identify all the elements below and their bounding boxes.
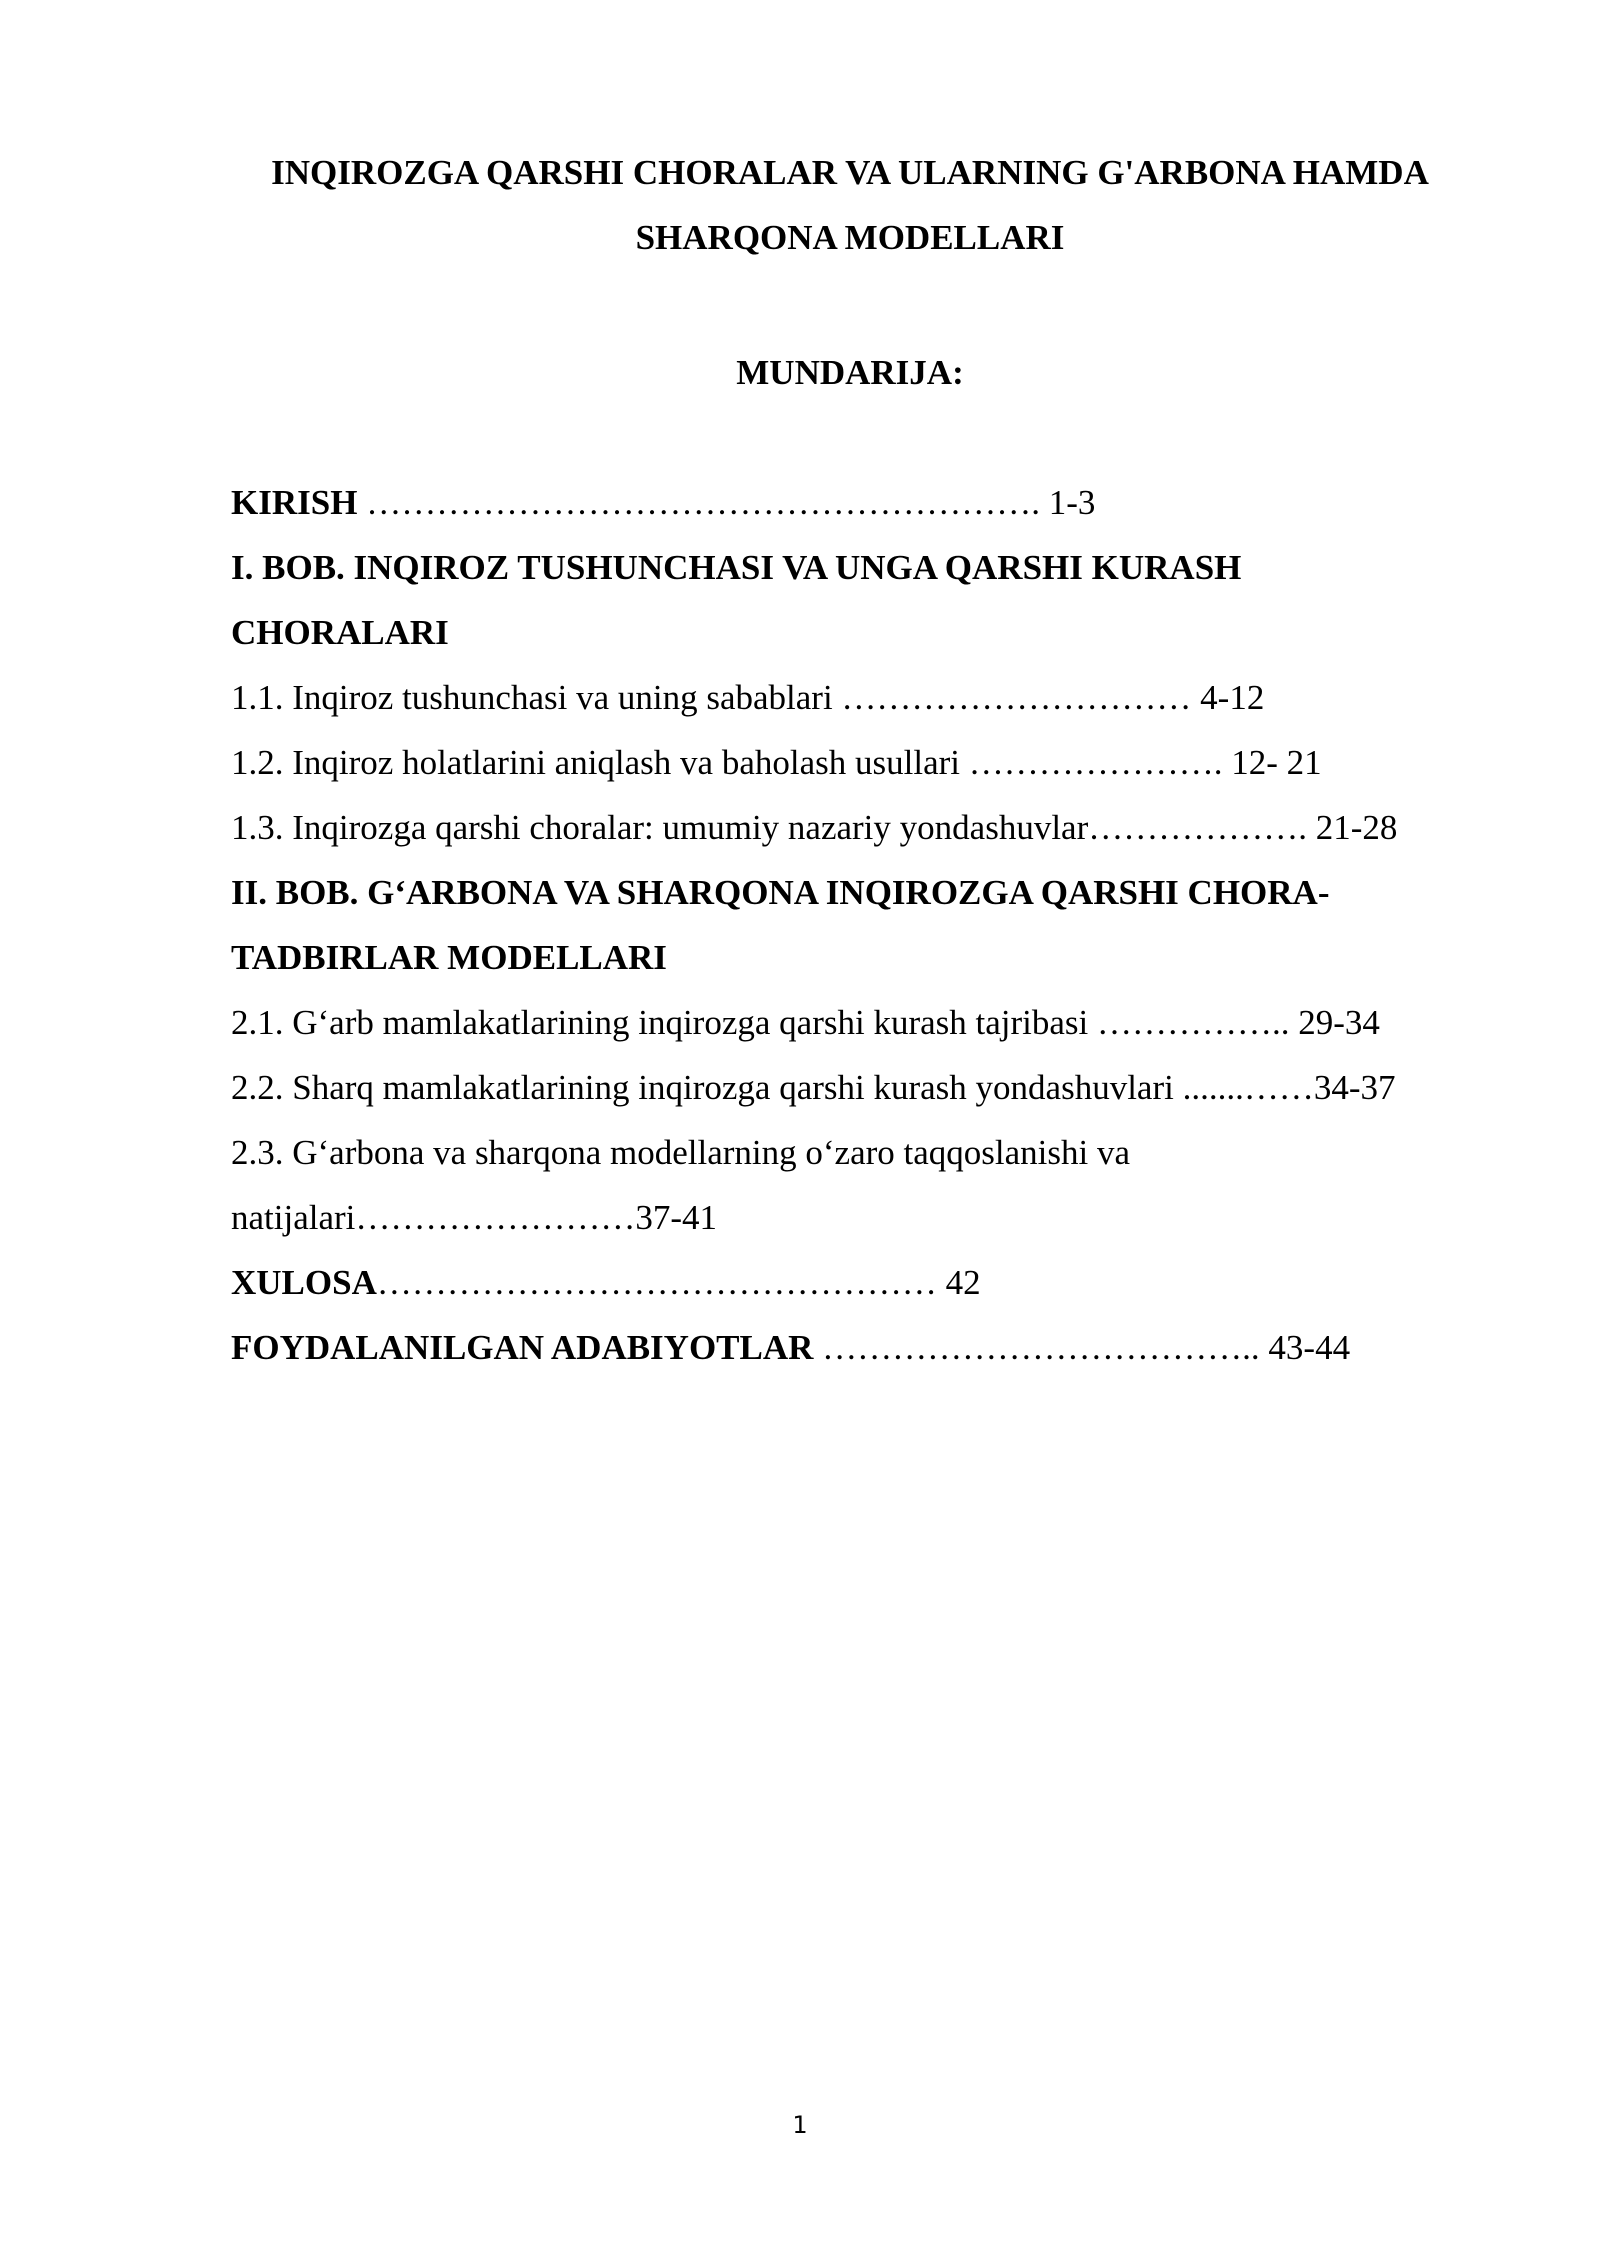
toc-entry-pages: 1-3 <box>1039 483 1096 522</box>
toc-section-2-3-line-1: 2.3. G‘arbona va sharqona modellarning o‘zaro taqqoslanishi va <box>231 1133 1131 1172</box>
toc-section-2-1: 2.1. G‘arb mamlakatlarining inqirozga qarshi kurash tajribasi …………….. 29-34 <box>231 1003 1380 1042</box>
toc-entry-leader: …………………………………………………. <box>357 483 1040 522</box>
toc-chapter-1-line-2: CHORALARI <box>231 613 449 652</box>
toc-entry-leader: ……………………………….. 43-44 <box>813 1328 1351 1367</box>
toc-entry-xulosa <box>231 1250 1531 1315</box>
toc-chapter-2-line-2: TADBIRLAR MODELLARI <box>231 938 667 977</box>
document-title-line-2: SHARQONA MODELLARI <box>635 218 1065 257</box>
toc-section-1-2: 1.2. Inqiroz holatlarini aniqlash va baholash usullari …………………. 12- 21 <box>231 743 1322 782</box>
toc-entry-label: FOYDALANILGAN ADABIYOTLAR <box>231 1328 814 1367</box>
toc-entry-leader: ………………………………………… 42 <box>376 1263 981 1302</box>
toc-section-2-3-line-2: natijalari……………………37-41 <box>231 1198 718 1237</box>
document-title-line-1: INQIROZGA QARSHI CHORALAR VA ULARNING G'ARBONA HAMDA <box>271 153 1429 192</box>
page-number: 1 <box>792 2111 808 2139</box>
toc-entry-kirish <box>231 470 1531 535</box>
document-title <box>200 140 1500 270</box>
toc-section-1-1: 1.1. Inqiroz tushunchasi va uning sabablari ………………………… 4-12 <box>231 678 1265 717</box>
toc-section-1-3: 1.3. Inqirozga qarshi choralar: umumiy nazariy yondashuvlar………………. 21-28 <box>231 808 1398 847</box>
table-of-contents <box>231 470 1531 1380</box>
toc-chapter-1-line-1: I. BOB. INQIROZ TUSHUNCHASI VA UNGA QARSHI KURASH <box>231 548 1242 587</box>
contents-heading: MUNDARIJA: <box>736 353 964 392</box>
toc-entry-label: KIRISH <box>231 483 358 522</box>
toc-entry-adabiyotlar <box>231 1315 1531 1380</box>
toc-entry-label: XULOSA <box>231 1263 377 1302</box>
toc-section-2-2: 2.2. Sharq mamlakatlarining inqirozga qarshi kurash yondashuvlari .......……34-37 <box>231 1068 1396 1107</box>
toc-chapter-2-line-1: II. BOB. G‘ARBONA VA SHARQONA INQIROZGA QARSHI CHORA- <box>231 873 1330 912</box>
